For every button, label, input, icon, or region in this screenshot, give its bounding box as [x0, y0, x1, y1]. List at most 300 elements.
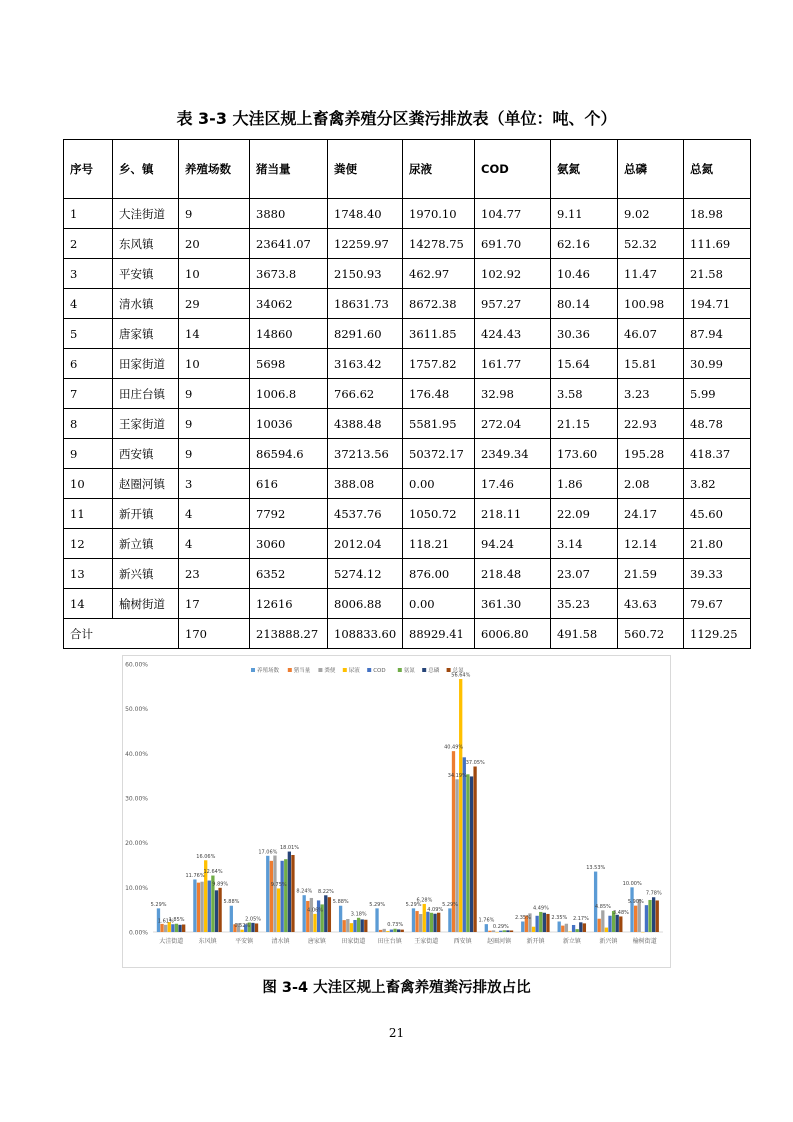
table-cell: 9 — [179, 409, 250, 439]
table-cell: 11.47 — [618, 259, 684, 289]
bar — [568, 931, 571, 932]
header-cell: 总磷 — [618, 140, 684, 199]
total-cell: 6006.80 — [475, 619, 551, 649]
data-label: 1.85% — [168, 917, 185, 924]
total-cell: 491.58 — [551, 619, 618, 649]
bar — [433, 914, 436, 932]
bar — [415, 911, 418, 932]
bar — [361, 919, 364, 932]
bar — [492, 930, 495, 932]
y-tick-label: 20.00% — [125, 840, 148, 848]
bar — [543, 913, 546, 932]
legend-swatch — [343, 668, 347, 672]
bar — [379, 930, 382, 932]
figure-caption: 图 3-4 大洼区规上畜禽养殖粪污排放占比 — [262, 980, 531, 996]
data-label: 3.18% — [350, 911, 367, 918]
chart-frame — [122, 655, 671, 968]
table-cell: 东风镇 — [113, 229, 179, 259]
bar — [532, 927, 535, 932]
bar — [579, 922, 582, 932]
y-tick-label: 10.00% — [125, 884, 148, 892]
table-cell: 1748.40 — [328, 199, 403, 229]
legend-entry: 氨氮 — [403, 668, 415, 674]
table-cell: 1970.10 — [403, 199, 475, 229]
bar — [470, 776, 473, 932]
bar — [324, 895, 327, 932]
bar — [393, 929, 396, 932]
data-label: 13.53% — [586, 865, 606, 872]
table-cell: 15.64 — [551, 349, 618, 379]
table-cell: 5.99 — [684, 379, 751, 409]
data-label: 16.06% — [196, 853, 216, 860]
table-cell: 王家街道 — [113, 409, 179, 439]
bar — [539, 912, 542, 932]
table-cell: 37213.56 — [328, 439, 403, 469]
table-cell: 45.60 — [684, 499, 751, 529]
bar — [423, 904, 426, 932]
table-cell: 418.37 — [684, 439, 751, 469]
table-cell: 新开镇 — [113, 499, 179, 529]
y-tick-label: 60.00% — [125, 661, 148, 669]
bar — [616, 915, 619, 932]
data-label: 0.73% — [387, 922, 404, 929]
x-tick-label: 王家街道 — [414, 938, 439, 945]
data-label: 9.75% — [270, 881, 287, 888]
table-cell: 195.28 — [618, 439, 684, 469]
table-cell: 23641.07 — [250, 229, 328, 259]
bar — [605, 928, 608, 932]
table-cell: 9 — [179, 379, 250, 409]
bar — [277, 888, 280, 932]
table-cell: 30.36 — [551, 319, 618, 349]
legend-entry: 猪当量 — [293, 668, 311, 674]
table-cell: 462.97 — [403, 259, 475, 289]
emissions-table — [63, 139, 751, 649]
bar — [303, 895, 306, 932]
legend-entry: 总氮 — [452, 668, 464, 674]
bar — [364, 920, 367, 932]
table-cell: 5274.12 — [328, 559, 403, 589]
table-cell: 田家街道 — [113, 349, 179, 379]
legend-entry: 粪便 — [324, 668, 336, 674]
table-cell: 32.98 — [475, 379, 551, 409]
data-label: 3.48% — [613, 909, 629, 916]
bar — [601, 910, 604, 932]
legend-entry: 养殖场数 — [257, 668, 280, 674]
table-cell: 48.78 — [684, 409, 751, 439]
data-label: 11.76% — [185, 872, 205, 879]
bar — [619, 916, 622, 932]
table-cell: 0.00 — [403, 589, 475, 619]
table-cell: 8 — [64, 409, 113, 439]
table-cell: 平安镇 — [113, 259, 179, 289]
bar — [634, 906, 637, 932]
table-cell: 新立镇 — [113, 529, 179, 559]
table-cell: 24.17 — [618, 499, 684, 529]
bar — [503, 930, 506, 932]
legend-entry: 总磷 — [428, 668, 440, 674]
y-tick-label: 30.00% — [125, 795, 148, 803]
header-cell: 养殖场数 — [179, 140, 250, 199]
table-cell: 10 — [64, 469, 113, 499]
table-cell: 94.24 — [475, 529, 551, 559]
total-cell: 108833.60 — [328, 619, 403, 649]
bar — [397, 929, 400, 932]
bar — [208, 881, 211, 932]
table-cell: 35.23 — [551, 589, 618, 619]
x-tick-label: 田家街道 — [341, 938, 366, 945]
table-cell: 13 — [64, 559, 113, 589]
table-cell: 唐家镇 — [113, 319, 179, 349]
bar — [648, 900, 651, 932]
bar — [215, 890, 218, 932]
table-row — [64, 379, 751, 409]
bar — [164, 925, 167, 932]
data-label: 9.89% — [212, 881, 229, 888]
table-row — [64, 199, 751, 229]
bar — [200, 882, 203, 932]
legend-swatch — [288, 668, 292, 672]
bar — [284, 859, 287, 932]
table-cell: 21.59 — [618, 559, 684, 589]
table-cell: 5 — [64, 319, 113, 349]
table-cell: 218.48 — [475, 559, 551, 589]
bar — [466, 774, 469, 932]
data-label: 34.19% — [447, 772, 467, 779]
table-cell: 3.82 — [684, 469, 751, 499]
table-cell: 8006.88 — [328, 589, 403, 619]
bar — [652, 897, 655, 932]
bar — [437, 913, 440, 932]
y-tick-label: 0.00% — [128, 929, 148, 937]
table-cell: 86594.6 — [250, 439, 328, 469]
table-cell: 2349.34 — [475, 439, 551, 469]
table-cell: 388.08 — [328, 469, 403, 499]
bar — [506, 930, 509, 932]
header-cell: 总氮 — [684, 140, 751, 199]
table-cell: 6352 — [250, 559, 328, 589]
bar — [565, 924, 568, 932]
bar — [350, 923, 353, 932]
table-cell: 173.60 — [551, 439, 618, 469]
data-label: 0.29% — [492, 924, 509, 931]
data-label: 18.01% — [279, 845, 300, 852]
bar — [313, 914, 316, 932]
bar — [598, 919, 601, 932]
header-cell: 氨氮 — [551, 140, 618, 199]
bar — [266, 856, 269, 932]
data-label: 40.49% — [444, 744, 464, 751]
table-cell: 1050.72 — [403, 499, 475, 529]
data-label: 4.09% — [427, 907, 444, 914]
bar — [175, 924, 178, 932]
table-cell: 15.81 — [618, 349, 684, 379]
total-cell: 88929.41 — [403, 619, 475, 649]
table-cell: 18631.73 — [328, 289, 403, 319]
bar — [357, 918, 360, 932]
bar — [306, 901, 309, 932]
table-row — [64, 439, 751, 469]
bar — [339, 906, 342, 932]
bar — [645, 905, 648, 932]
table-row — [64, 499, 751, 529]
data-label: 1.76% — [478, 917, 495, 924]
x-tick-label: 赵圈河镇 — [487, 938, 512, 945]
bar — [576, 929, 579, 932]
table-cell: 111.69 — [684, 229, 751, 259]
table-cell: 176.48 — [403, 379, 475, 409]
table-row — [64, 589, 751, 619]
data-label: 5.29% — [442, 901, 458, 908]
bar — [455, 779, 458, 932]
bar — [182, 924, 185, 932]
bar — [594, 872, 597, 932]
table-title: 表 3-3 大洼区规上畜禽养殖分区粪污排放表（单位：吨、个） — [176, 109, 617, 128]
table-cell: 52.32 — [618, 229, 684, 259]
table-cell: 3163.42 — [328, 349, 403, 379]
table-cell: 2 — [64, 229, 113, 259]
table-cell: 424.43 — [475, 319, 551, 349]
table-cell: 957.27 — [475, 289, 551, 319]
emissions-share-chart — [123, 656, 670, 967]
table-cell: 大洼街道 — [113, 199, 179, 229]
table-cell: 218.11 — [475, 499, 551, 529]
table-cell: 1757.82 — [403, 349, 475, 379]
table-cell: 榆树街道 — [113, 589, 179, 619]
table-cell: 12 — [64, 529, 113, 559]
table-cell: 14 — [64, 589, 113, 619]
data-label: 5.29% — [369, 901, 386, 908]
data-label: 17.06% — [258, 849, 278, 856]
table-cell: 3.14 — [551, 529, 618, 559]
table-cell: 9.02 — [618, 199, 684, 229]
table-cell: 9.11 — [551, 199, 618, 229]
total-cell: 213888.27 — [250, 619, 328, 649]
table-row — [64, 349, 751, 379]
table-cell: 9 — [179, 439, 250, 469]
data-label: 2.17% — [572, 915, 589, 922]
bar — [328, 897, 331, 932]
table-cell: 6 — [64, 349, 113, 379]
table-cell: 0.00 — [403, 469, 475, 499]
table-cell: 4 — [64, 289, 113, 319]
bar — [419, 914, 422, 932]
bar — [310, 898, 313, 932]
table-cell: 87.94 — [684, 319, 751, 349]
table-cell: 4 — [179, 529, 250, 559]
bar — [255, 923, 258, 932]
bar — [291, 855, 294, 932]
table-cell: 8672.38 — [403, 289, 475, 319]
legend-swatch — [318, 668, 322, 672]
data-label: 0.52% — [234, 923, 251, 930]
table-cell: 1 — [64, 199, 113, 229]
table-cell: 4 — [179, 499, 250, 529]
bar — [353, 920, 356, 932]
bar — [499, 931, 502, 932]
total-cell: 170 — [179, 619, 250, 649]
table-cell: 10 — [179, 349, 250, 379]
x-tick-label: 东风镇 — [198, 938, 217, 945]
bar — [430, 913, 433, 932]
bar — [426, 912, 429, 932]
table-cell: 62.16 — [551, 229, 618, 259]
data-label: 2.05% — [245, 916, 262, 923]
table-cell: 10 — [179, 259, 250, 289]
header-cell: 序号 — [64, 140, 113, 199]
table-cell: 100.98 — [618, 289, 684, 319]
table-cell: 22.93 — [618, 409, 684, 439]
table-cell: 691.70 — [475, 229, 551, 259]
table-cell: 5698 — [250, 349, 328, 379]
table-row — [64, 409, 751, 439]
table-cell: 29 — [179, 289, 250, 319]
bar — [343, 920, 346, 932]
x-tick-label: 榆树街道 — [632, 938, 657, 945]
data-label: 2.35% — [514, 915, 531, 922]
table-cell: 9 — [64, 439, 113, 469]
data-label: 8.24% — [296, 888, 313, 895]
x-tick-label: 大洼街道 — [159, 938, 184, 945]
bar — [485, 924, 488, 932]
table-cell: 616 — [250, 469, 328, 499]
table-cell: 12616 — [250, 589, 328, 619]
table-cell: 2150.93 — [328, 259, 403, 289]
table-cell: 新兴镇 — [113, 559, 179, 589]
bar — [270, 861, 273, 932]
table-row — [64, 559, 751, 589]
table-cell: 102.92 — [475, 259, 551, 289]
data-label: 1.61% — [157, 918, 174, 925]
table-cell: 清水镇 — [113, 289, 179, 319]
table-cell: 3 — [64, 259, 113, 289]
total-label: 合计 — [64, 619, 179, 649]
table-cell: 赵圈河镇 — [113, 469, 179, 499]
table-cell: 7792 — [250, 499, 328, 529]
bar — [510, 930, 513, 932]
data-label: 4.85% — [595, 903, 611, 910]
bar — [230, 906, 233, 932]
table-cell: 21.58 — [684, 259, 751, 289]
legend-swatch — [398, 668, 402, 672]
table-cell: 3 — [179, 469, 250, 499]
table-cell: 23.07 — [551, 559, 618, 589]
table-cell: 10036 — [250, 409, 328, 439]
header-cell: 尿液 — [403, 140, 475, 199]
bar — [521, 922, 524, 932]
table-cell: 34062 — [250, 289, 328, 319]
data-label: 12.64% — [203, 869, 223, 876]
bar — [583, 923, 586, 932]
bar — [463, 757, 466, 932]
x-tick-label: 清水镇 — [271, 938, 290, 945]
bar — [317, 900, 320, 932]
x-tick-label: 田庄台镇 — [377, 938, 402, 945]
table-cell: 20 — [179, 229, 250, 259]
table-cell: 12.14 — [618, 529, 684, 559]
table-cell: 12259.97 — [328, 229, 403, 259]
table-row — [64, 229, 751, 259]
table-cell: 17 — [179, 589, 250, 619]
data-label: 5.29% — [405, 901, 422, 908]
data-label: 5.90% — [627, 899, 644, 906]
bar — [561, 926, 564, 932]
header-cell: 粪便 — [328, 140, 403, 199]
table-cell: 11 — [64, 499, 113, 529]
header-cell: 乡、镇 — [113, 140, 179, 199]
x-tick-label: 新开镇 — [526, 938, 545, 945]
bar — [390, 930, 393, 932]
table-header — [64, 140, 751, 199]
table-cell: 14278.75 — [403, 229, 475, 259]
table-cell: 1006.8 — [250, 379, 328, 409]
table-cell: 4537.76 — [328, 499, 403, 529]
total-row — [64, 619, 751, 649]
bar — [546, 914, 549, 932]
data-label: 5.88% — [223, 899, 240, 906]
table-cell: 1.86 — [551, 469, 618, 499]
bar — [412, 908, 415, 932]
table-cell: 西安镇 — [113, 439, 179, 469]
bar — [240, 930, 243, 932]
page-number: 21 — [388, 1026, 405, 1040]
data-label: 5.88% — [332, 899, 349, 906]
table-cell: 194.71 — [684, 289, 751, 319]
header-cell: COD — [475, 140, 551, 199]
bar — [488, 931, 491, 932]
legend-swatch — [251, 668, 255, 672]
data-label: 56.64% — [451, 672, 471, 679]
table-cell: 50372.17 — [403, 439, 475, 469]
table-cell: 118.21 — [403, 529, 475, 559]
table-cell: 22.09 — [551, 499, 618, 529]
legend-swatch — [447, 668, 451, 672]
bar — [375, 908, 378, 932]
table-row — [64, 319, 751, 349]
table-cell: 14 — [179, 319, 250, 349]
x-tick-label: 新兴镇 — [599, 938, 618, 945]
bar — [536, 916, 539, 932]
table-cell: 21.80 — [684, 529, 751, 559]
bar — [288, 852, 291, 932]
table-cell: 3673.8 — [250, 259, 328, 289]
y-tick-label: 50.00% — [125, 706, 148, 714]
table-cell: 30.99 — [684, 349, 751, 379]
bar — [401, 930, 404, 932]
bar — [473, 767, 476, 932]
table-cell: 5581.95 — [403, 409, 475, 439]
table-cell: 23 — [179, 559, 250, 589]
table-cell: 7 — [64, 379, 113, 409]
x-tick-label: 新立镇 — [562, 938, 581, 945]
bar — [448, 908, 451, 932]
table-cell: 4388.48 — [328, 409, 403, 439]
table-cell: 8291.60 — [328, 319, 403, 349]
header-cell: 猪当量 — [250, 140, 328, 199]
table-cell: 46.07 — [618, 319, 684, 349]
table-row — [64, 289, 751, 319]
x-tick-label: 唐家镇 — [307, 938, 326, 945]
table-cell: 766.62 — [328, 379, 403, 409]
bar — [386, 931, 389, 932]
header-row — [64, 140, 751, 199]
table-row — [64, 259, 751, 289]
table-cell: 3060 — [250, 529, 328, 559]
bar — [459, 679, 462, 932]
table-cell: 2012.04 — [328, 529, 403, 559]
legend-swatch — [422, 668, 426, 672]
bar — [608, 916, 611, 932]
